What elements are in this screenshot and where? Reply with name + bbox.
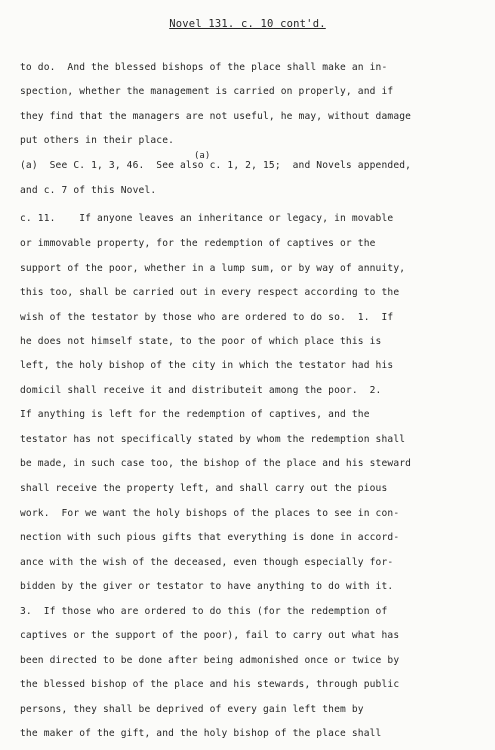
page-heading-text: Novel 131. c. 10 cont'd.	[169, 18, 326, 30]
text-line: shall receive the property left, and shall carry out the pious	[20, 483, 388, 494]
text-line: spection, whether the management is carried on properly, and if	[20, 86, 394, 97]
text-line: this too, shall be carried out in every respect according to the	[20, 287, 400, 298]
text-line: the blessed bishop of the place and his stewards, through public	[20, 679, 400, 690]
text-line: be made, in such case too, the bishop of the place and his steward	[20, 458, 412, 469]
text-line: or immovable property, for the redemption of captives or the	[20, 238, 376, 249]
text-line: 3. If those who are ordered to do this (for the redemption of	[20, 606, 388, 617]
text-line: bidden by the giver or testator to have anything to do with it.	[20, 581, 394, 592]
footnote-text: and c. 7 of this Novel.	[20, 185, 157, 196]
text-line: work. For we want the holy bishops of the places to see in con-	[20, 508, 400, 519]
text-line: put others in their place.	[20, 135, 175, 146]
text-line: to do. And the blessed bishops of the place shall make an in-	[20, 62, 388, 73]
text-line: been directed to be done after being admonished once or twice by	[20, 655, 400, 666]
text-line: he does not himself state, to the poor of which place this is	[20, 336, 382, 347]
text-line: testator has not specifically stated by whom the redemption shall	[20, 434, 406, 445]
text-line: nection with such pious gifts that everything is done in accord-	[20, 532, 400, 543]
text-line: ance with the wish of the deceased, even though especially for-	[20, 557, 394, 568]
text-line: persons, they shall be deprived of every gain left them by	[20, 704, 364, 715]
text-line: If anything is left for the redemption of captives, and the	[20, 409, 370, 420]
text-line: wish of the testator by those who are ordered to do so. 1. If	[20, 312, 394, 323]
footnote-text: (a) See C. 1, 3, 46. See also c. 1, 2, 15; and Novels appended,	[20, 160, 412, 171]
page-heading	[0, 18, 495, 30]
footnote-marker: (a)	[194, 151, 211, 161]
text-line: domicil shall receive it and distributeit among the poor. 2.	[20, 385, 382, 396]
text-line: captives or the support of the poor), fail to carry out what has	[20, 630, 400, 641]
section-heading-line: c. 11. If anyone leaves an inheritance or legacy, in movable	[20, 213, 394, 224]
text-line: support of the poor, whether in a lump sum, or by way of annuity,	[20, 263, 406, 274]
text-line: the maker of the gift, and the holy bishop of the place shall	[20, 728, 382, 739]
text-line: left, the holy bishop of the city in which the testator had his	[20, 360, 394, 371]
text-line: they find that the managers are not useful, he may, without damage	[20, 111, 412, 122]
